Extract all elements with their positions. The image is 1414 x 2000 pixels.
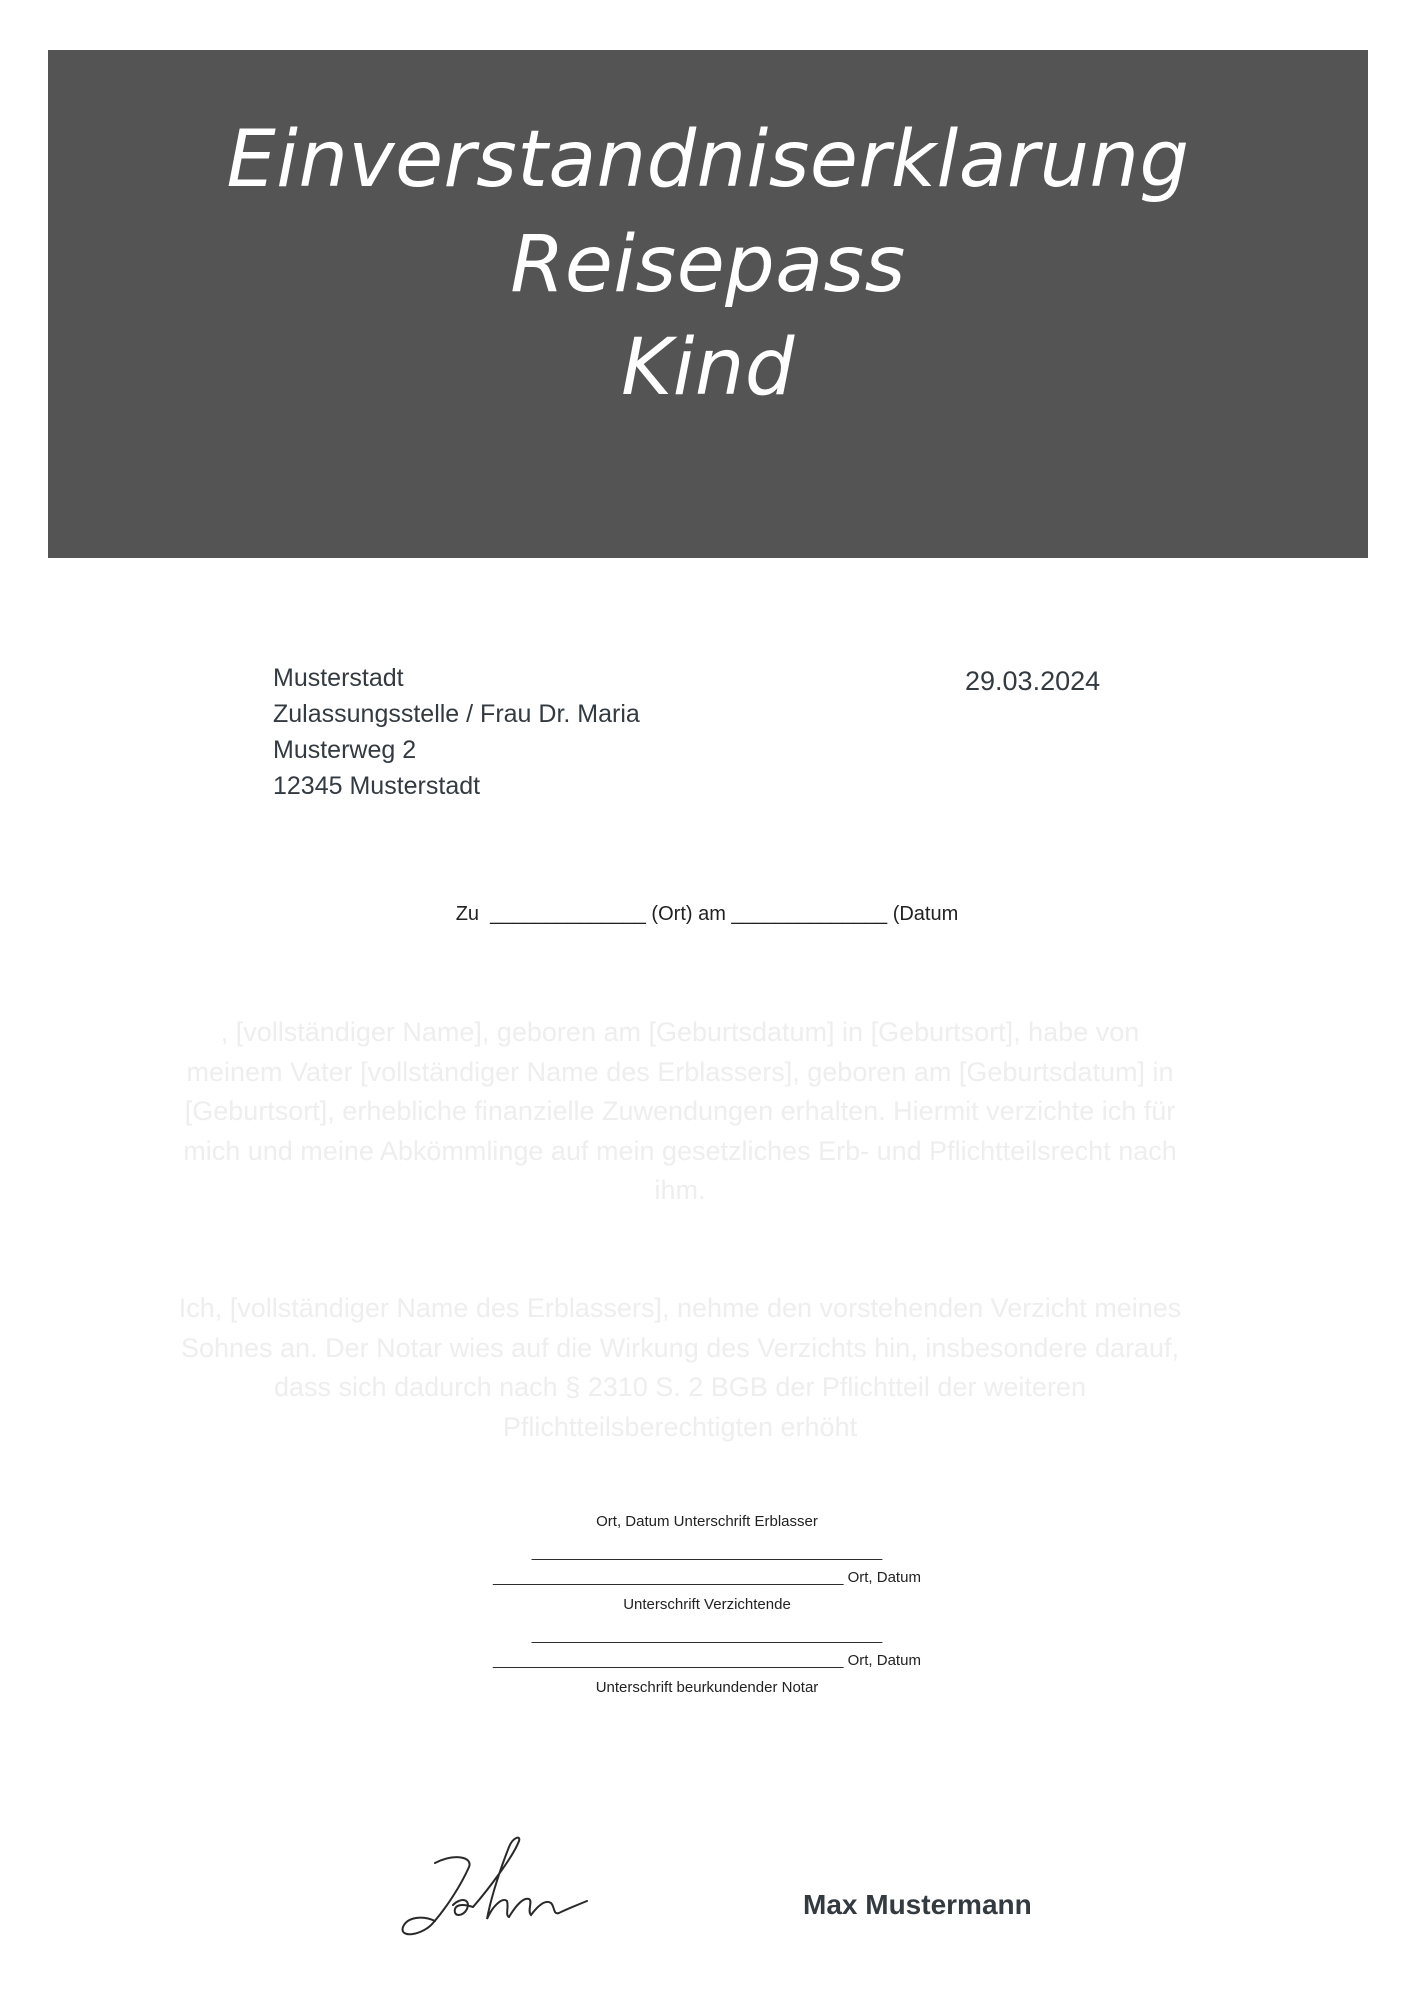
signature-label-notary: Unterschrift beurkundender Notar — [595, 1679, 819, 1696]
signature-line-3: __________________________________________ — [531, 1627, 883, 1644]
body-paragraph-2: Ich, [vollständiger Name des Erblassers], nehme den vorstehenden Verzicht meines Sohnes an. Der Notar wies auf die Wirkung des Verzichts hin, insbesondere darauf, dass sich dadurch nach § 2310 S. 2 BGB der Pflichtteil der weiteren Pflichtteilsberechtigten erhöht — [178, 1293, 1182, 1442]
title-line-2: Reisepass — [510, 220, 906, 310]
address-recipient: Zulassungsstelle / Frau Dr. Maria — [273, 700, 640, 728]
header-banner — [48, 50, 1368, 558]
signature-label-renouncer: Unterschrift Verzichtende — [623, 1596, 791, 1613]
address-street: Musterweg 2 — [273, 736, 417, 764]
document-date: 29.03.2024 — [965, 666, 1101, 696]
place-date-line: Zu ______________ (Ort) am ______________ (Datum — [455, 903, 959, 925]
title-line-3: Kind — [621, 323, 795, 413]
title-line-1: Einverstandniserklarung — [226, 115, 1190, 205]
handwritten-signature — [395, 1835, 595, 1945]
signature-line-2: __________________________________________ Ort, Datum — [493, 1569, 921, 1586]
signature-line-4: __________________________________________ Ort, Datum — [493, 1652, 921, 1669]
signature-label-testator: Ort, Datum Unterschrift Erblasser — [596, 1513, 818, 1530]
body-paragraph-1: , [vollständiger Name], geboren am [Geburtsdatum] in [Geburtsort], habe von meinem Vater [vollständiger Name des Erblassers], geboren am [Geburtsdatum] in [Geburtsort], erhebliche finanzielle Zuwendungen erhalten. Hiermit verzichte ich für mich und meine Abkömmlinge auf mein gesetzliches Erb- und Pflichtteilsrecht nach ihm. — [183, 1017, 1177, 1205]
signature-line-1: __________________________________________ — [531, 1544, 883, 1561]
recipient-address — [273, 660, 640, 804]
signer-name: Max Mustermann — [803, 1889, 1032, 1920]
address-city: Musterstadt — [273, 664, 404, 692]
address-zip-city: 12345 Musterstadt — [273, 772, 481, 800]
